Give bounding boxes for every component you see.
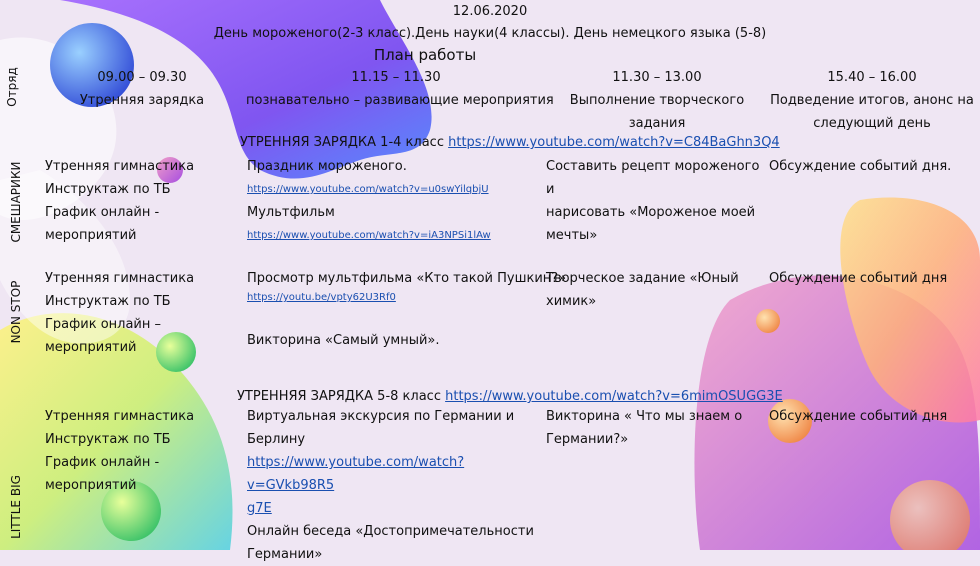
col4-name-line1: Подведение итогов, анонс на (770, 93, 974, 108)
g2-col1-item: Инструктаж по ТБ (45, 294, 171, 309)
warmup-1-link[interactable]: https://www.youtube.com/watch?v=C84BaGhn3Q4 (448, 135, 780, 150)
col4-time: 15.40 – 16.00 (827, 70, 917, 85)
g3-col2-title-line1: Виртуальная экскурсия по Германии и (247, 409, 515, 424)
g2-col4: Обсуждение событий дня (769, 271, 948, 286)
g2-col3-line: химик» (546, 294, 597, 309)
g2-col2-title: Просмотр мультфильма «Кто такой Пушкин?» (247, 271, 567, 286)
g3-col1-item: Инструктаж по ТБ (45, 432, 171, 447)
g1-col1-item: Утренняя гимнастика (45, 159, 195, 174)
g3-col4: Обсуждение событий дня (769, 409, 948, 424)
group-column-label: Отряд (5, 67, 19, 107)
g1-col1 (45, 155, 245, 247)
page-title: План работы (373, 46, 477, 64)
date: 12.06.2020 (452, 4, 528, 19)
g1-col1-item: Инструктаж по ТБ (45, 182, 171, 197)
g3-col1-item: Утренняя гимнастика (45, 409, 195, 424)
col2-name: познавательно – развивающие мероприятия (246, 93, 554, 108)
g2-col1-item: Утренняя гимнастика (45, 271, 195, 286)
g3-col2-link-line1[interactable]: https://www.youtube.com/watch?v=GVkb98R5 (247, 455, 465, 493)
col3-time: 11.30 – 13.00 (612, 70, 702, 85)
g1-col3-line: нарисовать «Мороженое моей (546, 205, 756, 220)
g2-col3 (546, 267, 766, 313)
group-name-non-stop: NON STOP (9, 280, 23, 344)
g3-col1 (45, 405, 245, 497)
g1-col2-title: Праздник мороженого. (247, 159, 407, 174)
g2-col1 (45, 267, 245, 359)
warmup-2-label: УТРЕННЯЯ ЗАРЯДКА 5-8 класс (237, 389, 441, 404)
g1-col3 (546, 155, 766, 247)
g2-col1-item: График онлайн – мероприятий (45, 317, 162, 355)
col3-name-line1: Выполнение творческого (569, 93, 745, 108)
warmup-2-link[interactable]: https://www.youtube.com/watch?v=6mimOSUGG3E (445, 389, 783, 404)
g3-col2-title2-line1: Онлайн беседа «Достопримечательности (247, 524, 534, 539)
g2-col2-title2: Викторина «Самый умный». (247, 333, 440, 348)
col3-name-line2: задания (628, 116, 686, 131)
g1-col4: Обсуждение событий дня. (769, 159, 952, 174)
g3-col2-title-line2: Берлину (247, 432, 306, 447)
g3-col2 (247, 405, 542, 566)
g1-col3-line: мечты» (546, 228, 598, 243)
g1-col2-link1[interactable]: https://www.youtube.com/watch?v=u0swYilqbjU (247, 184, 489, 195)
g3-col2-link-line2[interactable]: g7E (247, 501, 272, 516)
g3-col2-title2-line2: Германии» (247, 547, 323, 562)
g1-col1-item: График онлайн - мероприятий (45, 205, 160, 243)
g3-col1-item: График онлайн - мероприятий (45, 455, 160, 493)
group-name-smeshariki: СМЕШАРИКИ (9, 161, 23, 243)
col2-time: 11.15 – 11.30 (351, 70, 441, 85)
g3-col3-line: Викторина « Что мы знаем о (546, 409, 743, 424)
g3-col3 (546, 405, 766, 451)
g2-col2-link1[interactable]: https://youtu.be/vpty62U3Rf0 (247, 292, 396, 303)
warmup-row-1 (240, 131, 780, 154)
g3-col3-line: Германии?» (546, 432, 629, 447)
page-subtitle: День мороженого(2-3 класс).День науки(4 классы). День немецкого языка (5-8) (213, 26, 767, 41)
col4-name-line2: следующий день (813, 116, 931, 131)
g1-col2-link2[interactable]: https://www.youtube.com/watch?v=iA3NPSi1lAw (247, 230, 491, 241)
g2-col3-line: Творческое задание «Юный (546, 271, 739, 286)
g1-col2-title2: Мультфильм (247, 205, 335, 220)
group-name-little-big: LITTLE BIG (9, 475, 23, 539)
col1-name: Утренняя зарядка (79, 93, 205, 108)
warmup-1-label: УТРЕННЯЯ ЗАРЯДКА 1-4 класс (240, 135, 444, 150)
g1-col3-line: Составить рецепт мороженого и (546, 159, 760, 197)
col1-time: 09.00 – 09.30 (97, 70, 187, 85)
